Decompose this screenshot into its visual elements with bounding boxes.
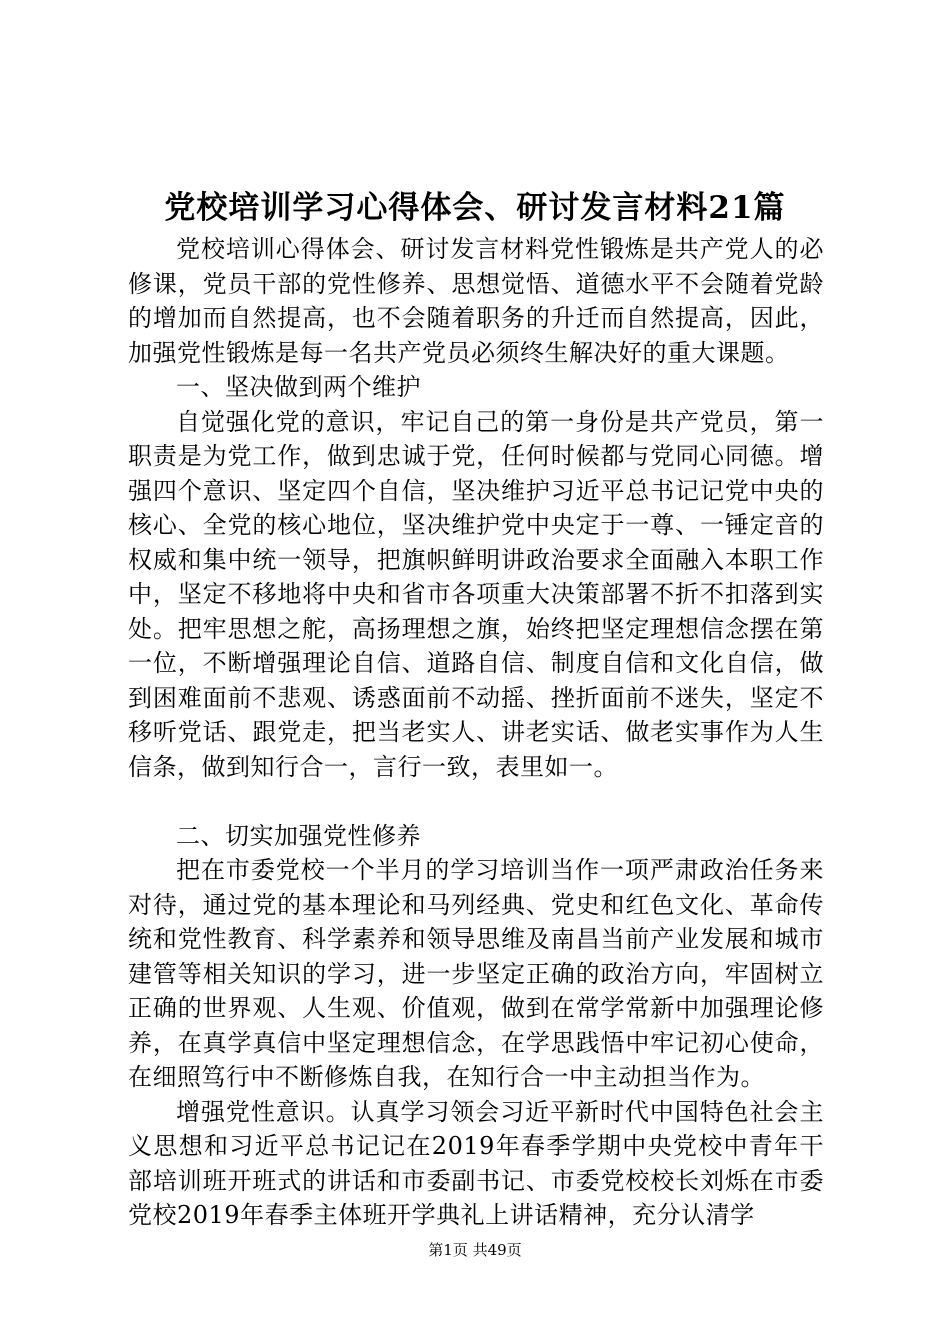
section-heading-1: 一、坚决做到两个维护 <box>176 373 421 401</box>
section-heading-2: 二、切实加强党性修养 <box>176 821 421 850</box>
document-body <box>128 232 824 1233</box>
page-number-footer: 第1页 共49页 <box>428 1241 522 1259</box>
body-paragraph: 自觉强化党的意识，牢记自己的第一身份是共产党员，第一职责是为党工作，做到忠诚于党，任何时候都与党同心同德。增强四个意识、坚定四个自信，坚决维护习近平总书记记党中央的核心、全党的核心地位，坚决维护党中央定于一尊、一锤定音的权威和集中统一领导，把旗帜鲜明讲政治要求全面融入本职工作中，坚定不移地将中央和省市各项重大决策部署不折不扣落到实处。把牢思想之舵，高扬理想之旗，始终把坚定理想信念摆在第一位，不断增强理论自信、道路自信、制度自信和文化自信，做到困难面前不悲观、诱惑面前不动摇、挫折面前不迷失，坚定不移听党话、跟党走，把当老实人、讲老实话、做老实事作为人生信条，做到知行合一，言行一致，表里如一。 <box>128 407 824 781</box>
body-paragraph: 增强党性意识。认真学习领会习近平新时代中国特色社会主义思想和习近平总书记记在2019年春季学期中央党校中青年干部培训班开班式的讲话和市委副书记、市委党校校长刘烁在市委党校2019年春季主体班开学典礼上讲话精神，充分认清学 <box>128 1097 824 1229</box>
document-title: 党校培训学习心得体会、研讨发言材料21篇 <box>164 190 786 226</box>
paragraph-spacer <box>128 784 824 819</box>
body-paragraph: 把在市委党校一个半月的学习培训当作一项严肃政治任务来对待，通过党的基本理论和马列经典、党史和红色文化、革命传统和党性教育、科学素养和领导思维及南昌当前产业发展和城市建管等相关知识的学习，进一步坚定正确的政治方向，牢固树立正确的世界观、人生观、价值观，做到在常学常新中加强理论修养，在真学真信中坚定理想信念，在学思践悟中牢记初心使命，在细照笃行中不断修炼自我，在知行合一中主动担当作为。 <box>128 856 824 1091</box>
intro-paragraph: 党校培训心得体会、研讨发言材料党性锻炼是共产党人的必修课，党员干部的党性修养、思想觉悟、道德水平不会随着党龄的增加而自然提高，也不会随着职务的升迁而自然提高，因此，加强党性锻炼是每一名共产党员必须终生解决好的重大课题。 <box>128 235 824 367</box>
